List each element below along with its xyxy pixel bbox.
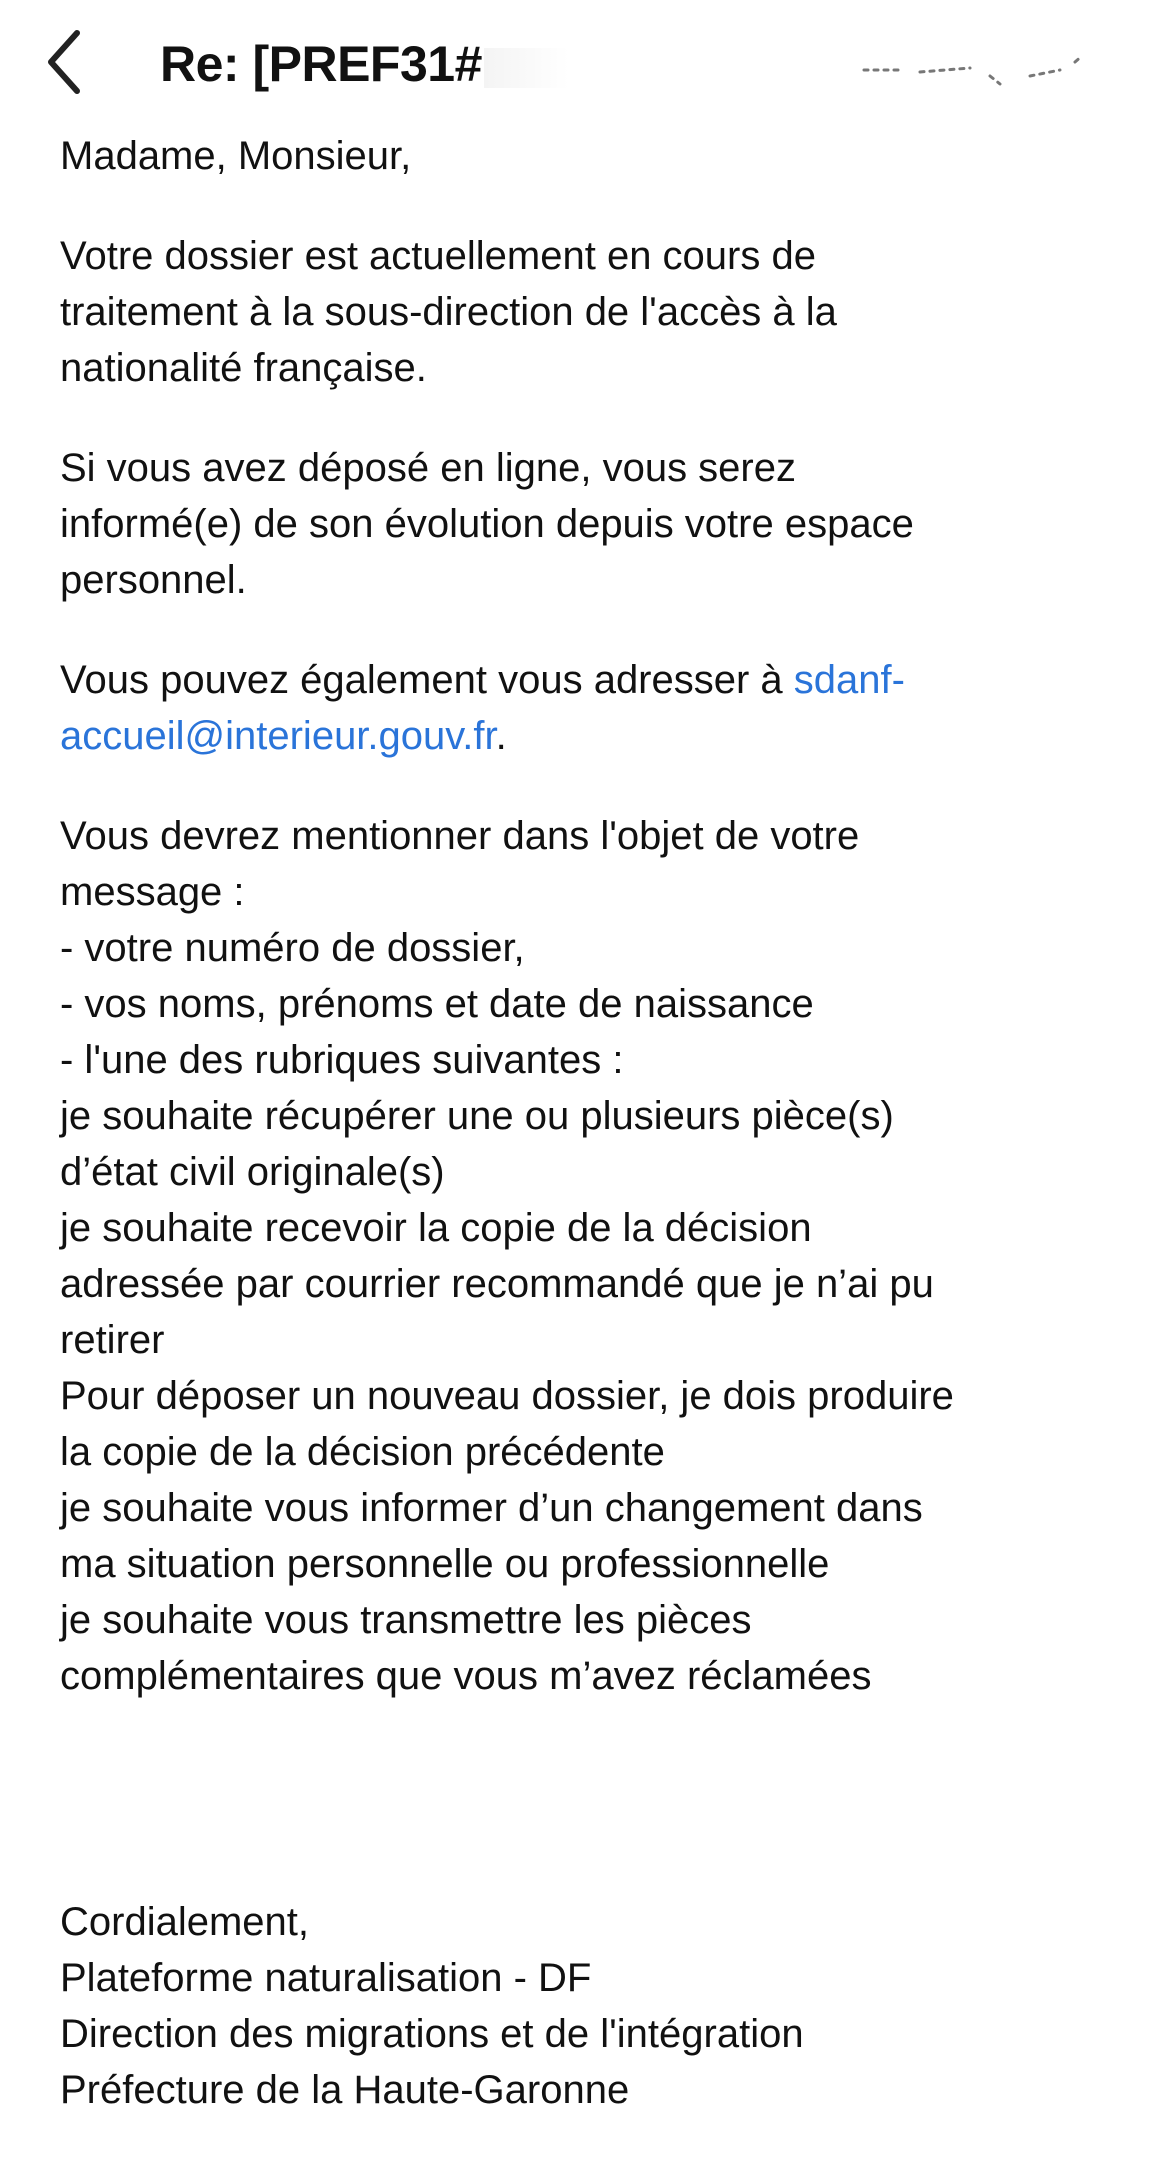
text-line: je souhaite récupérer une ou plusieurs pièce(s) [60, 1094, 894, 1138]
signature-line: Préfecture de la Haute-Garonne [60, 2068, 630, 2112]
text-line: informé(e) de son évolution depuis votre espace [60, 502, 914, 546]
text-line: message : [60, 870, 245, 914]
chevron-left-icon [45, 27, 85, 97]
email-link[interactable]: accueil@interieur.gouv.fr [60, 714, 496, 758]
text-line: adressée par courrier recommandé que je n’ai pu [60, 1262, 934, 1306]
redacted-region [484, 48, 569, 88]
text-line [60, 708, 1120, 764]
text-line: traitement à la sous-direction de l'accès à la [60, 290, 837, 334]
text-line: ma situation personnelle ou professionnelle [60, 1542, 830, 1586]
text-line: Pour déposer un nouveau dossier, je dois produire [60, 1374, 954, 1418]
email-body [60, 128, 1120, 2162]
text-line: Votre dossier est actuellement en cours de [60, 234, 816, 278]
email-subject-text: Re: [PREF31# [160, 36, 482, 92]
signature-line: Plateforme naturalisation - DF [60, 1956, 592, 2000]
paragraph-status [60, 228, 1120, 396]
redacted-region [860, 48, 1100, 88]
signature [60, 1894, 1120, 2118]
text-line: je souhaite vous informer d’un changement dans [60, 1486, 923, 1530]
spacer [60, 1748, 1120, 1894]
greeting [60, 128, 1120, 184]
text-line: - votre numéro de dossier, [60, 926, 525, 970]
text-line: personnel. [60, 558, 247, 602]
email-header [0, 0, 1170, 125]
paragraph-online [60, 440, 1120, 608]
back-button[interactable] [30, 22, 100, 102]
text-line: je souhaite recevoir la copie de la décision [60, 1206, 812, 1250]
email-link[interactable]: sdanf- [793, 658, 905, 702]
text-line: - l'une des rubriques suivantes : [60, 1038, 624, 1082]
text-line [60, 652, 1120, 708]
text-line: d’état civil originale(s) [60, 1150, 445, 1194]
paragraph-instructions [60, 808, 1120, 1704]
text-line: retirer [60, 1318, 165, 1362]
text-line: - vos noms, prénoms et date de naissance [60, 982, 814, 1026]
signature-line: Direction des migrations et de l'intégration [60, 2012, 804, 2056]
text-line: complémentaires que vous m’avez réclamées [60, 1654, 872, 1698]
text-line: Vous devrez mentionner dans l'objet de votre [60, 814, 860, 858]
text-line: la copie de la décision précédente [60, 1430, 665, 1474]
contact-text: Vous pouvez également vous adresser à [60, 658, 794, 702]
paragraph-contact [60, 652, 1120, 764]
period: . [495, 714, 507, 758]
signature-line: Cordialement, [60, 1900, 310, 1944]
email-subject [160, 28, 569, 100]
text-line: nationalité française. [60, 346, 427, 390]
text-line: je souhaite vous transmettre les pièces [60, 1598, 752, 1642]
text-line: Si vous avez déposé en ligne, vous serez [60, 446, 796, 490]
greeting-line: Madame, Monsieur, [60, 134, 412, 178]
